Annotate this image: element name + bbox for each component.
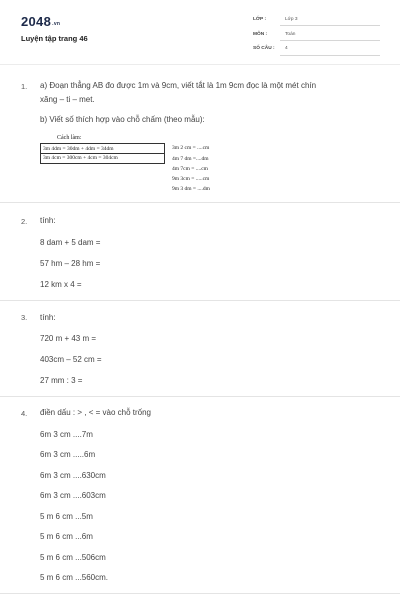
- label-socau: SỐ CÂU :: [253, 46, 275, 51]
- question-3-number: 3.: [21, 313, 28, 322]
- q4-item: 6m 3 cm ....603cm: [40, 491, 106, 500]
- q1-item: 9m 3 dm = ....dm: [172, 186, 210, 192]
- q4-item: 5 m 6 cm ...560cm.: [40, 573, 109, 582]
- q4-item: 5 m 6 cm ...5m: [40, 512, 93, 521]
- q3-label: tính:: [40, 313, 56, 322]
- q1-item: 3m 2 cm = ....cm: [172, 145, 210, 151]
- question-2-number: 2.: [21, 217, 28, 226]
- q2-label: tính:: [40, 216, 56, 225]
- logo-text: 2048: [21, 14, 52, 29]
- q1-item: 4m 7cm = ....cm: [172, 166, 208, 172]
- q4-item: 6m 3 cm .....6m: [40, 450, 96, 459]
- divider: [280, 55, 380, 56]
- q1-item: 9m 3cm = .....cm: [172, 176, 210, 182]
- q1-item: 4m 7 dm =....dm: [172, 156, 209, 162]
- value-mon: Toán: [285, 32, 296, 37]
- section-divider: [0, 300, 400, 301]
- q3-item: 403cm – 52 cm =: [40, 355, 102, 364]
- question-4-number: 4.: [21, 409, 28, 418]
- section-divider: [0, 396, 400, 397]
- value-lop: Lớp 3: [285, 17, 298, 22]
- q1-a-line2: xăng – ti – met.: [40, 95, 95, 104]
- label-mon: MÔN :: [253, 32, 268, 37]
- worksheet-header: [0, 0, 400, 64]
- q4-item: 6m 3 cm ....630cm: [40, 471, 106, 480]
- q4-item: 6m 3 cm ....7m: [40, 430, 93, 439]
- q1-b-instruction: b) Viết số thích hợp vào chỗ chấm (theo mẫu):: [40, 115, 205, 124]
- q4-label: điền dấu : > , < = vào chỗ trống: [40, 408, 151, 417]
- logo[interactable]: [21, 14, 60, 29]
- example-title: Cách làm:: [57, 135, 82, 141]
- example-row: 3m 4dm = 30dm + 4dm = 34dm: [43, 146, 114, 152]
- page-title: Luyện tập trang 46: [21, 34, 88, 43]
- q4-item: 5 m 6 cm ...506cm: [40, 553, 106, 562]
- question-1-number: 1.: [21, 82, 28, 91]
- divider: [280, 40, 380, 41]
- q3-item: 27 mm : 3 =: [40, 376, 83, 385]
- q4-item: 5 m 6 cm ...6m: [40, 532, 93, 541]
- example-row: 3m 4cm = 300cm + 4cm = 304cm: [43, 155, 118, 161]
- section-divider: [0, 202, 400, 203]
- section-divider: [0, 593, 400, 594]
- q3-item: 720 m + 43 m =: [40, 334, 97, 343]
- q2-item: 12 km x 4 =: [40, 280, 82, 289]
- divider: [280, 25, 380, 26]
- label-lop: LỚP :: [253, 17, 267, 22]
- q1-a-line1: a) Đoạn thẳng AB đo được 1m và 9cm, viết tắt là 1m 9cm đọc là một mét chín: [40, 81, 317, 90]
- logo-suffix: .vn: [52, 21, 61, 27]
- q2-item: 8 dam + 5 dam =: [40, 238, 101, 247]
- example-divider: [40, 153, 165, 154]
- value-socau: 4: [285, 46, 288, 51]
- q2-item: 57 hm – 28 hm =: [40, 259, 101, 268]
